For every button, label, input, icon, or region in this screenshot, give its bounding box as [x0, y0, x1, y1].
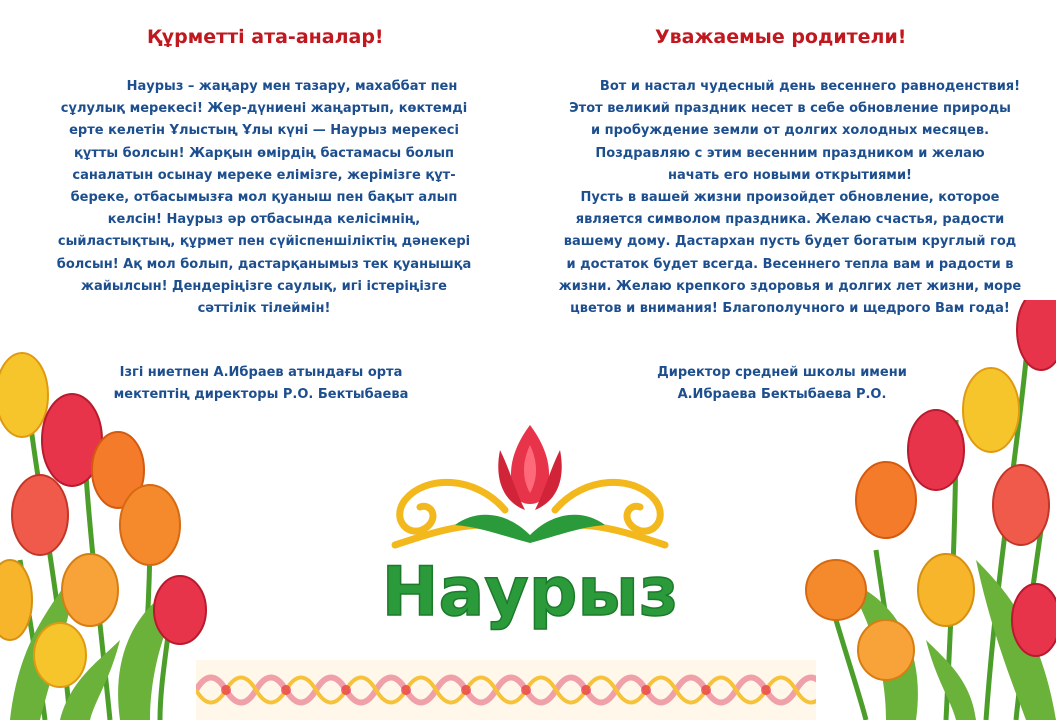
tulip-orange	[120, 485, 180, 565]
signature-line: Ізгі ниетпен А.Ибраев атындағы орта	[119, 365, 403, 380]
tulip-orange	[858, 620, 914, 680]
text-line: вашему дому. Дастархан пусть будет богатым круглый год	[563, 234, 1017, 250]
text-line: и достаток будет всегда. Весеннего тепла вам и радости в	[566, 256, 1014, 272]
text-line: Этот великий праздник несет в себе обновление природы	[569, 101, 1011, 117]
russian-greeting-text	[540, 76, 1040, 320]
tulip-red	[993, 465, 1049, 545]
text-line: и пробуждение земли от долгих холодных месяцев.	[590, 123, 990, 139]
kazakh-signature	[76, 362, 446, 405]
text-line: жайылсын! Дендеріңізге саулық, игі істеріңізге	[81, 278, 447, 294]
tulip-red	[12, 475, 68, 555]
tulip-yellow	[963, 368, 1019, 452]
signature-line: Директор средней школы имени	[657, 365, 907, 380]
text-line: ерте келетін Ұлыстың Ұлы күні — Наурыз мерекесі	[69, 123, 459, 139]
text-line: құтты болсын! Жарқын өмірдің бастамасы болып	[74, 145, 454, 161]
text-line: сұлулық мерекесі! Жер-дүниені жаңартып, көктемді	[60, 101, 468, 117]
tulip-yellow	[918, 554, 974, 626]
tulip-red	[1012, 584, 1056, 656]
russian-title: Уважаемые родители!	[655, 26, 907, 48]
tulip-red	[908, 410, 964, 490]
tulip-orange	[856, 462, 916, 538]
tulip-orange	[806, 560, 866, 620]
text-line: Вот и настал чудесный день весеннего равноденствия!	[599, 79, 1021, 94]
tulip-yellow	[0, 560, 32, 640]
russian-signature	[602, 362, 962, 405]
text-line: сыйластықтың, құрмет пен сүйіспеншіліктің дәнекері	[57, 234, 471, 250]
kazakh-greeting-text	[34, 76, 494, 320]
signature-line: А.Ибраева Бектыбаева Р.О.	[677, 386, 887, 402]
text-line: Поздравляю с этим весенним праздником и желаю	[595, 145, 985, 161]
ornament-border	[196, 660, 816, 720]
kazakh-title: Құрметті ата-аналар!	[147, 26, 384, 48]
text-line: болсын! Ақ мол болып, дастарқанымыз тек қуанышқа	[56, 256, 472, 272]
text-line: является символом праздника. Желаю счастья, радости	[575, 212, 1005, 228]
tulip-red	[154, 576, 206, 644]
tulip-yellow	[0, 353, 48, 437]
text-line: начать его новыми открытиями!	[668, 167, 912, 183]
text-line: Пусть в вашей жизни произойдет обновление, которое	[580, 190, 1000, 206]
text-line: береке, отбасымызға мол қуаныш пен бақыт алып	[70, 190, 458, 206]
nauryz-logo	[365, 415, 695, 655]
signature-line: мектептің директоры Р.О. Бектыбаева	[113, 386, 409, 402]
text-line: жизни. Желаю крепкого здоровья и долгих лет жизни, море	[558, 278, 1022, 294]
logo-text: Наурыз	[381, 553, 679, 632]
text-line: саналатын осынау мереке елімізге, жерімізге құт-	[72, 167, 456, 183]
tulip-yellow	[34, 623, 86, 687]
tulip-icon	[498, 425, 561, 510]
text-line: сәттілік тілеймін!	[197, 301, 331, 317]
tulip-orange	[62, 554, 118, 626]
text-line: Наурыз – жаңару мен тазару, махаббат пен	[126, 79, 458, 94]
text-line: келсін! Наурыз әр отбасында келісімнің,	[107, 212, 421, 228]
text-line: цветов и внимания! Благополучного и щедрого Вам года!	[570, 301, 1010, 317]
